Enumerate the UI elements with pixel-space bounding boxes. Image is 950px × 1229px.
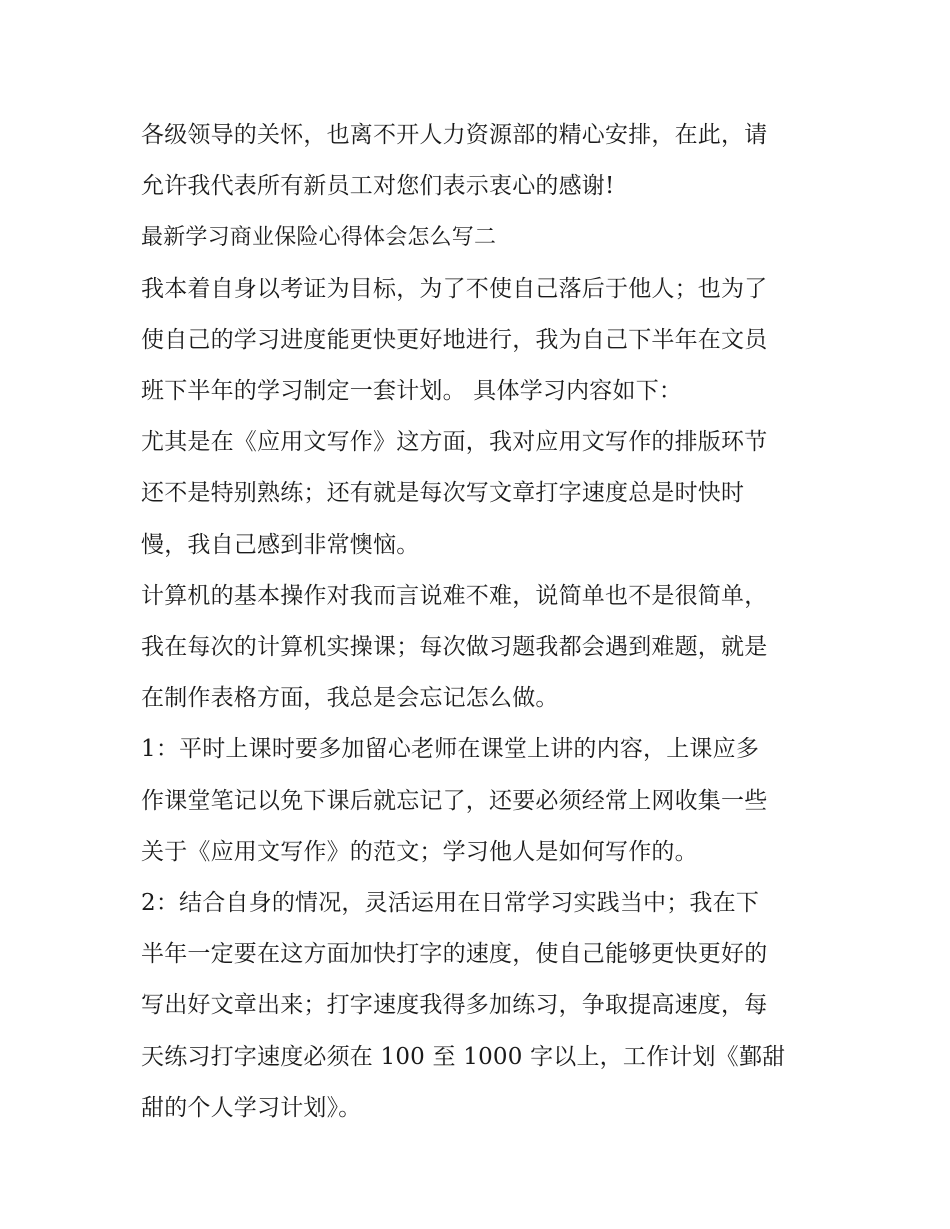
text-line: 使自己的学习进度能更快更好地进行，我为自己下半年在文员 <box>141 326 768 353</box>
text-line: 慢，我自己感到非常懊恼。 <box>141 531 420 558</box>
text-line: 在制作表格方面，我总是会忘记怎么做。 <box>141 685 559 712</box>
text-line: 作课堂笔记以免下课后就忘记了，还要必须经常上网收集一些 <box>141 787 768 814</box>
document-body <box>141 110 821 1134</box>
list-item: 1：平时上课时要多加留心老师在课堂上讲的内容，上课应多 <box>141 736 760 763</box>
text-line: 允许我代表所有新员工对您们表示衷心的感谢! <box>141 173 615 200</box>
list-item: 2：结合自身的情况，灵活运用在日常学习实践当中；我在下 <box>141 890 760 917</box>
text-line: 计算机的基本操作对我而言说难不难，说简单也不是很简单， <box>141 582 768 609</box>
text-line: 各级领导的关怀，也离不开人力资源部的精心安排，在此，请 <box>141 122 768 148</box>
text-line: 半年一定要在这方面加快打字的速度，使自己能够更快更好的 <box>141 941 768 968</box>
text-line: 我在每次的计算机实操课；每次做习题我都会遇到难题，就是 <box>141 634 768 661</box>
text-line: 关于《应用文写作》的范文；学习他人是如何写作的。 <box>141 838 698 865</box>
text-line: 写出好文章出来；打字速度我得多加练习，争取提高速度，每 <box>141 992 768 1019</box>
text-line: 天练习打字速度必须在 100 至 1000 字以上，工作计划《鄞甜 <box>141 1043 786 1070</box>
text-line: 我本着自身以考证为目标，为了不使自己落后于他人；也为了 <box>141 275 768 302</box>
text-line: 班下半年的学习制定一套计划。 具体学习内容如下： <box>141 378 683 405</box>
text-line: 还不是特别熟练；还有就是每次写文章打字速度总是时快时 <box>141 480 745 507</box>
text-line: 尤其是在《应用文写作》这方面，我对应用文写作的排版环节 <box>141 429 768 456</box>
section-heading: 最新学习商业保险心得体会怎么写二 <box>141 225 497 251</box>
text-line: 甜的个人学习计划》。 <box>141 1094 362 1121</box>
